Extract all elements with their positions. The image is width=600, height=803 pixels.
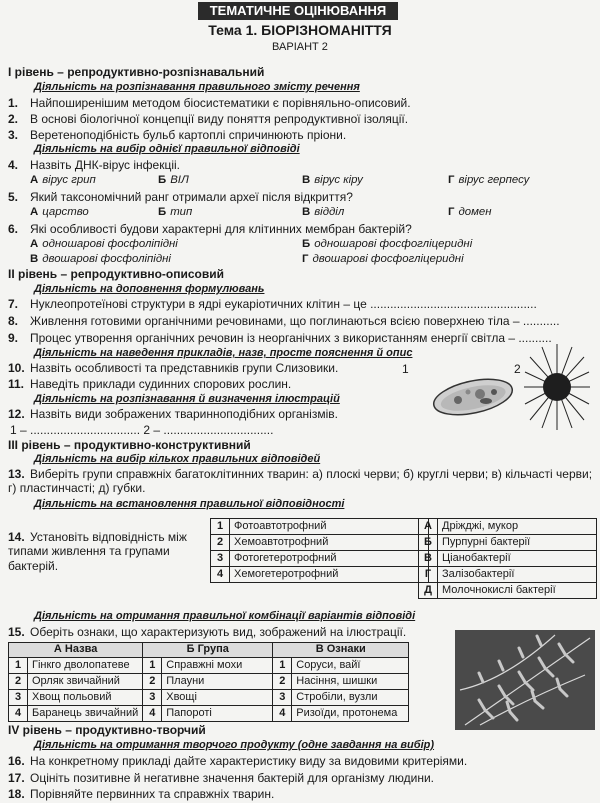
q6-option-a: А одношарові фосфоліпідні [30, 238, 178, 250]
question-12: 12. Назвіть види зображених тваринноподібних організмів. [8, 407, 338, 421]
topic-title: Тема 1. БІОРІЗНОМАНІТТЯ [208, 22, 392, 38]
question-17: 17. Оцініть позитивне й негативне значення бактерій для організму людини. [8, 771, 434, 785]
level2-activity-2: Діяльність на наведення прикладів, назв, просте пояснення й опис [34, 347, 413, 359]
q5-option-a: А царство [30, 206, 89, 218]
q5-option-c: В відділ [302, 206, 345, 218]
question-4: 4. Назвіть ДНК-вірус інфекціі. [8, 158, 181, 172]
level2-activity-1: Діяльність на доповнення формулювань [34, 283, 265, 295]
q6-option-b: Б одношарові фосфогліцеридні [302, 238, 473, 250]
level1-activity-2: Діяльність на вибір однієї правильної відповіді [34, 143, 300, 155]
level1-activity-1: Діяльність на розпізнавання правильного змісту речення [34, 81, 360, 93]
radiolarian-illustration [522, 342, 592, 432]
level4-title: IV рівень – продуктивно-творчий [8, 723, 206, 737]
level2-title: II рівень – репродуктивно-описовий [8, 267, 225, 281]
question-2: 2. В основі біологічної концепції виду поняття репродуктивної ізоляції. [8, 112, 409, 126]
level4-activity-1: Діяльність на отримання творчого продукту (одне завдання на вибір) [34, 739, 435, 751]
q4-option-d: Г вірус герпесу [448, 174, 530, 186]
q4-option-b: Б ВІЛ [158, 174, 189, 186]
level2-activity-3: Діяльність на розпізнавання й визначення ілюстрацій [34, 393, 340, 405]
question-11: 11. Наведіть приклади судинних спорових рослин. [8, 377, 292, 391]
question-6: 6. Які особливості будови характерні для клітинних мембран бактерій? [8, 222, 412, 236]
q6-option-c: В двошарові фосфоліпідні [30, 253, 171, 265]
question-13: 13. Виберіть групи справжніх багатоклітинних тварин: а) плоскі черви; б) круглі черви; в) кільчасті черви; г) пластинчасті; д) губки. [8, 467, 593, 496]
q5-option-b: Б тип [158, 206, 193, 218]
banner: ТЕМАТИЧНЕ ОЦІНЮВАННЯ [198, 2, 398, 20]
question-16: 16. На конкретному прикладі дайте характеристику виду за видовими критеріями. [8, 754, 468, 768]
question-18: 18. Порівняйте первинних та справжніх тварин. [8, 787, 275, 801]
question-9: 9. Процес утворення органічних речовин із неорганічних з використанням енергії світла – .......... [8, 331, 552, 345]
question-12-fill: 1 – ................................. 2 – ................................. [10, 423, 274, 437]
level3-activity-3: Діяльність на отримання правильної комбінації варіантів відповіді [34, 610, 416, 622]
illustration-1-label: 1 [402, 362, 409, 376]
question-14: 14. Установіть відповідність між типами живлення та групами бактерій. [8, 530, 187, 573]
q5-option-d: Г домен [448, 206, 492, 218]
q6-option-d: Г двошарові фосфогліцеридні [302, 253, 464, 265]
question-3: 3. Веретеноподібність бульб картоплі спричинюють пріони. [8, 128, 347, 142]
level1-title: I рівень – репродуктивно-розпізнавальний [8, 65, 265, 79]
q14-right-table: А Дріжджі, мукор Б Пурпурні бактерії В Ціанобактерії Г Залізобактерії Д Молочнокислі бактерії [418, 518, 597, 599]
question-15: 15. Оберіть ознаки, що характеризують вид, зображений на ілюстрації. [8, 625, 407, 639]
q4-option-c: В вірус кіру [302, 174, 363, 186]
question-1: 1. Найпоширенішим методом біосистематики є порівняльно-описовий. [8, 96, 411, 110]
question-7: 7. Нуклеопротеїнові структури в ядрі еукаріотичних клітин – це .................................................. [8, 297, 537, 311]
level3-title: III рівень – продуктивно-конструктивний [8, 438, 251, 452]
level3-activity-1: Діяльність на вибір кількох правильних відповідей [34, 453, 321, 465]
level3-activity-2: Діяльність на встановлення правильної відповідності [34, 498, 345, 510]
illustration-2-label: 2 [514, 362, 521, 376]
q15-table: А Назва Б Група В Ознаки 1 Гінкго дволопатеве 1 Справжні мохи 1 Соруси, вайї 2 Орляк звичайний 2 Плауни 2 Насіння, шишки 3 Хвощ польовий 3 Хвощі 3 Стробіли, вузли 4 Баранець звичайний 4 Папороті 4 Ризоїди, протонема [8, 642, 409, 722]
paramecium-illustration [428, 372, 518, 422]
variant-label: ВАРІАНТ 2 [272, 41, 328, 53]
question-8: 8. Живлення готовими органічними речовинами, що поглинаються всією поверхнею тіла – ........... [8, 314, 560, 328]
q14-left-table: 1 Фотоавтотрофний 2 Хемоавтотрофний 3 Фотогетеротрофний 4 Хемогетеротрофний [210, 518, 429, 583]
q4-option-a: А вірус грип [30, 174, 96, 186]
fern-illustration [455, 630, 595, 730]
question-5: 5. Який таксономічний ранг отримали археї після відкриття? [8, 190, 353, 204]
question-10: 10. Назвіть особливості та представників групи Слизовики. [8, 361, 339, 375]
